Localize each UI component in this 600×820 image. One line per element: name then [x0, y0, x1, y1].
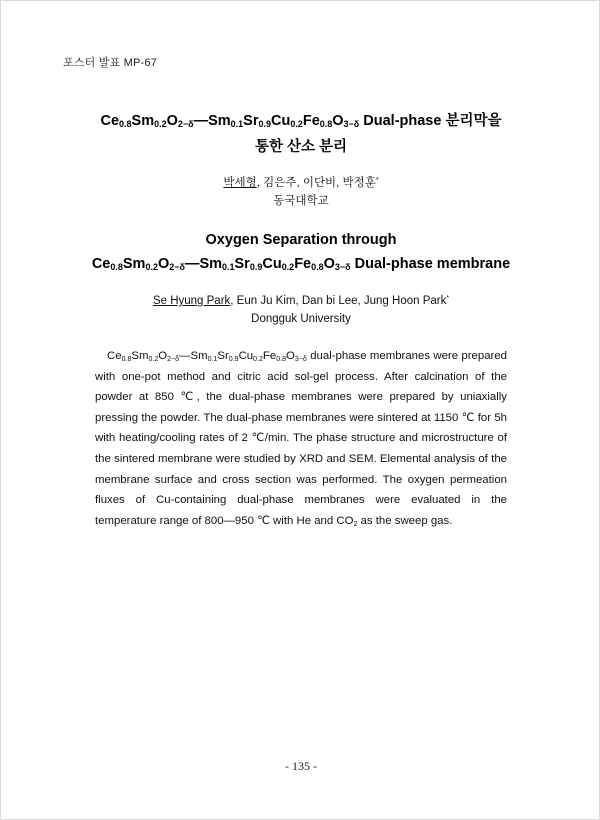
korean-authors: [61, 174, 541, 210]
english-title: [61, 228, 541, 276]
english-author-list: Se Hyung Park, Eun Ju Kim, Dan bi Lee, Jung Hoon Park*: [152, 295, 450, 307]
english-authors: [61, 292, 541, 328]
abstract-paragraph: $Ce_{0.8}Sm_{0.2}O_{2-\delta}—Sm_{0.1}Sr_{0.9}Cu_{0.2}Fe_{0.8}O_{3-\delta}$ dual-phase membranes were prepared with one-pot method and citric acid sol-gel process. After calcination of the powder at 850 ℃, the dual-phase membranes were prepared by uniaxially pressing the powder. The dual-phase membranes were sintered at 1150 ℃ for 5h with heating/cooling rates of 2 ℃/min. The phase structure and microstructure of the sintered membrane were studied by XRD and SEM. Elemental analysis of the membrane surface and cross section was performed. The oxygen permeation fluxes of Cu-containing dual-phase membranes were evaluated in the temperature range of 800—950 ℃ with He and $CO_2$ as the sweep gas.: [95, 350, 507, 528]
korean-title-line-1: $Ce_{0.8}Sm_{0.2}O_{2-\delta}—Sm_{0.1}Sr_{0.9}Cu_{0.2}Fe_{0.8}O_{3-\delta}$ Dual-phase 분리막을: [100, 113, 502, 130]
formula: $Ce_{0.8}Sm_{0.2}O_{2-\delta}—Sm_{0.1}Sr_{0.9}Cu_{0.2}Fe_{0.8}O_{3-\delta}$: [107, 350, 307, 363]
page-number: - 135 -: [285, 759, 317, 773]
korean-author-list: 박세형, 김은주, 이단비, 박정훈*: [223, 177, 379, 189]
korean-title: [61, 108, 541, 160]
formula: $Ce_{0.8}Sm_{0.2}O_{2-\delta}—Sm_{0.1}Sr_{0.9}Cu_{0.2}Fe_{0.8}O_{3-\delta}$: [100, 113, 360, 130]
corresponding-mark: *: [375, 177, 379, 185]
korean-affiliation: 동국대학교: [273, 195, 329, 207]
formula: $Ce_{0.8}Sm_{0.2}O_{2-\delta}—Sm_{0.1}Sr_{0.9}Cu_{0.2}Fe_{0.8}O_{3-\delta}$: [91, 256, 351, 273]
presenter-name: 박세형: [223, 177, 257, 189]
english-affiliation: Dongguk University: [251, 313, 351, 325]
english-title-line-1: Oxygen Separation through: [205, 232, 397, 248]
presenter-name: Se Hyung Park: [152, 295, 231, 307]
session-label: 포스터 발표 MP-67: [63, 57, 158, 69]
english-title-line-2: $Ce_{0.8}Sm_{0.2}O_{2-\delta}—Sm_{0.1}Sr_{0.9}Cu_{0.2}Fe_{0.8}O_{3-\delta}$ Dual-phase membrane: [91, 256, 511, 273]
korean-title-line-2: 통한 산소 분리: [254, 139, 348, 155]
corresponding-mark: *: [446, 295, 450, 303]
